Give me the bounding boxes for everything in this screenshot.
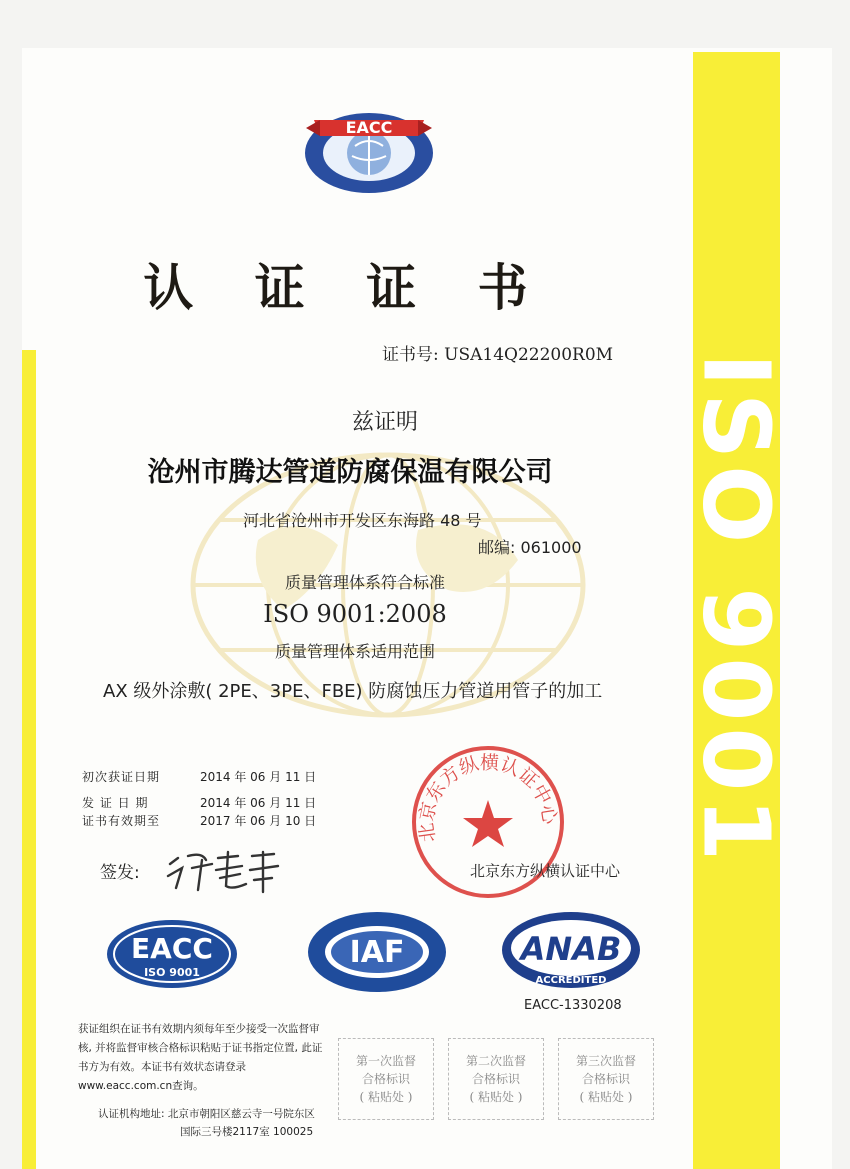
- surveillance-box-3: [558, 1038, 654, 1120]
- eacc-top-logo-text: EACC: [345, 118, 393, 137]
- org-address-line1: 认证机构地址: 北京市朝阳区慈云寺一号院东区: [98, 1108, 315, 1120]
- surveillance-box-2: [448, 1038, 544, 1120]
- certification-center-name: 北京东方纵横认证中心: [470, 862, 621, 880]
- box-line: 合格标识: [581, 1072, 630, 1086]
- org-address-line2: 国际三号楼2117室 100025: [180, 1126, 314, 1138]
- box-line: ( 粘贴处 ): [359, 1090, 413, 1104]
- eacc-logo-text: EACC: [131, 932, 213, 965]
- eacc-iso-logo: [105, 918, 239, 990]
- date-row: [82, 794, 316, 811]
- page-title: 认 证 证 书: [143, 258, 550, 317]
- date-value: 2017 年 06 月 10 日: [200, 814, 317, 828]
- scope-value: AX 级外涂敷( 2PE、3PE、FBE) 防腐蚀压力管道用管子的加工: [103, 681, 603, 702]
- date-label: 初次获证日期: [82, 770, 161, 784]
- iaf-logo-text: IAF: [349, 935, 405, 970]
- eacc-logo-sub: ISO 9001: [144, 966, 200, 979]
- hereby-certify: 兹证明: [351, 410, 418, 435]
- anab-logo-text: ANAB: [520, 930, 622, 968]
- box-line: ( 粘贴处 ): [579, 1090, 633, 1104]
- date-row: [82, 768, 316, 785]
- postcode: 邮编: 061000: [478, 538, 582, 557]
- date-value: 2014 年 06 月 11 日: [200, 796, 317, 810]
- footer-notice: 获证组织在证书有效期内须每年至少接受一次监督审核, 并将监督审核合格标识粘贴于证书指定位置, 此证书方为有效。本证书有效状态请登录www.eacc.com.cn查询。: [78, 1023, 323, 1092]
- scope-label: 质量管理体系适用范围: [274, 642, 435, 661]
- box-line: 合格标识: [471, 1072, 520, 1086]
- signature-label: 签发:: [100, 863, 140, 883]
- company-name: 沧州市腾达管道防腐保温有限公司: [147, 457, 553, 488]
- standard-label: 质量管理体系符合标准: [284, 573, 445, 592]
- surveillance-box-1: [338, 1038, 434, 1120]
- box-line: 第二次监督: [465, 1054, 526, 1068]
- date-row: [82, 812, 316, 829]
- handwritten-signature: [162, 846, 282, 896]
- seal-text: 北京东方纵横认证中心: [415, 751, 561, 844]
- anab-logo: [500, 910, 642, 990]
- box-line: ( 粘贴处 ): [469, 1090, 523, 1104]
- date-label: 证书有效期至: [82, 814, 161, 828]
- certificate-number: 证书号: USA14Q22200R0M: [382, 345, 614, 365]
- standard-value: ISO 9001:2008: [263, 600, 447, 628]
- accreditation-number: EACC-1330208: [524, 998, 622, 1013]
- box-line: 合格标识: [361, 1072, 410, 1086]
- date-label: 发 证 日 期: [82, 796, 149, 810]
- box-line: 第三次监督: [575, 1054, 636, 1068]
- iaf-logo: [306, 910, 448, 994]
- anab-logo-sub: ACCREDITED: [535, 975, 607, 986]
- iso-side-text: ISO 9001: [682, 352, 790, 868]
- company-address: 河北省沧州市开发区东海路 48 号: [243, 511, 482, 530]
- box-line: 第一次监督: [355, 1054, 416, 1068]
- eacc-top-logo: [300, 98, 438, 196]
- date-value: 2014 年 06 月 11 日: [200, 770, 317, 784]
